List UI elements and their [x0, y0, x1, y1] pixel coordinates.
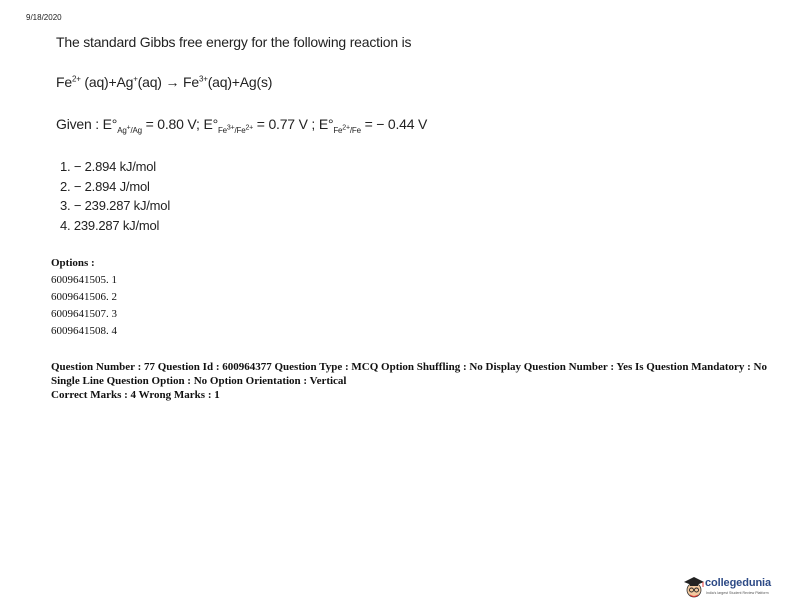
- options-heading: Options :: [51, 257, 95, 269]
- logo-name: collegedunia: [705, 577, 772, 589]
- choice-2: 2. − 2.894 J/mol: [60, 178, 150, 194]
- reaction-equation: $Fe^{2+}$ $(aq)+Ag^+(aq) \to Fe^{3+}(aq)+Ag(s)$: [56, 74, 273, 90]
- option-id-2: 6009641506. 2: [51, 291, 117, 303]
- choice-3: 3. − 239.287 kJ/mol: [60, 198, 171, 213]
- option-id-4: 6009641508. 4: [51, 325, 117, 337]
- option-id-1: 6009641505. 1: [51, 274, 117, 286]
- answer-choices: [60, 157, 170, 235]
- options-list: [51, 256, 117, 340]
- question-text: The standard Gibbs free energy for the following reaction is: [56, 34, 412, 50]
- metadata-line-1: Question Number : 77 Question Id : 600964377 Question Type : MCQ Option Shuffling : No Display Question Number : Yes Is Question Mandatory : No Single Line Question Option : No Option Orientation : Vertical: [51, 361, 767, 387]
- logo-tagline: India's largest Student Review Platform: [706, 591, 769, 595]
- question-metadata: [51, 360, 767, 402]
- collegedunia-logo: [683, 574, 779, 600]
- print-date: 9/18/2020: [26, 13, 62, 22]
- choice-1: 1. − 2.894 kJ/mol: [60, 159, 156, 174]
- graduation-cap-icon: [683, 575, 705, 599]
- choice-4: 4. 239.287 kJ/mol: [60, 217, 160, 233]
- option-id-3: 6009641507. 3: [51, 308, 117, 320]
- metadata-line-2: Correct Marks : 4 Wrong Marks : 1: [51, 389, 220, 401]
- given-potentials: Given : $E^\circ_{Ag^+/Ag} = 0.80$ V; $E^\circ_{Fe^{3+}/Fe^{2+}} = 0.77$ V ; $E^\circ_{Fe^{2+}/Fe}$ = − 0.44 V: [56, 116, 428, 135]
